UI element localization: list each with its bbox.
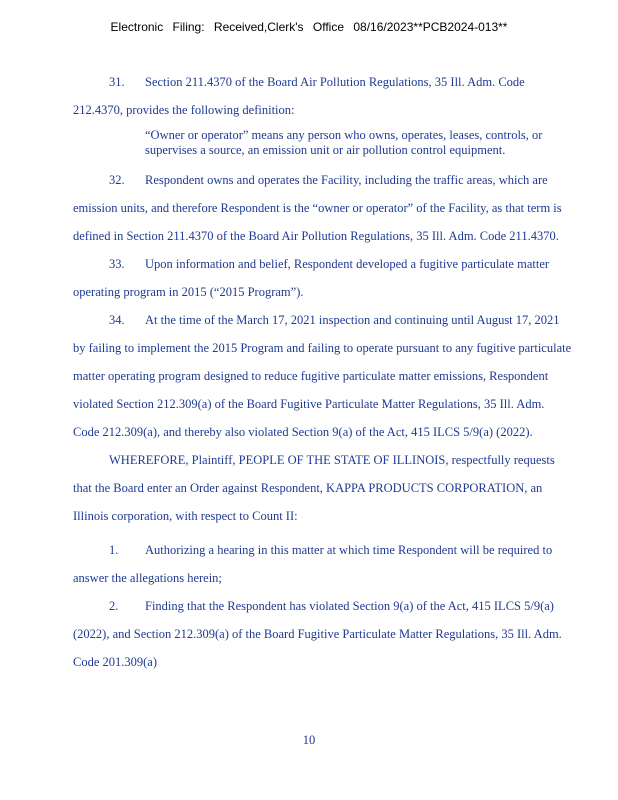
item-text: answer the allegations herein; bbox=[73, 571, 222, 585]
paragraph-text: operating program in 2015 (“2015 Program”). bbox=[73, 285, 304, 299]
paragraph-text: 212.4370, provides the following definition: bbox=[73, 103, 295, 117]
paragraph-text: matter operating program designed to reduce fugitive particulate matter emissions, Respondent bbox=[73, 369, 549, 383]
item-text: Code 201.309(a) bbox=[73, 655, 158, 669]
paragraph-32 bbox=[73, 166, 591, 194]
page-number: 10 bbox=[302, 733, 316, 747]
paragraph-text: by failing to implement the 2015 Program and failing to operate pursuant to any fugitive particulate bbox=[73, 341, 572, 355]
item-number: 2. bbox=[109, 599, 119, 613]
paragraph-number: 33. bbox=[109, 257, 125, 271]
paragraph-number: 31. bbox=[109, 75, 125, 89]
paragraph-text: defined in Section 211.4370 of the Board Air Pollution Regulations, 35 Ill. Adm. Code 211.4370. bbox=[73, 229, 559, 243]
paragraph-text: Respondent owns and operates the Facility, including the traffic areas, which are bbox=[145, 173, 548, 187]
paragraph-text: emission units, and therefore Respondent is the “owner or operator” of the Facility, as that term is bbox=[73, 201, 562, 215]
filing-header: Electronic Filing: Received,Clerk's Office 08/16/2023**PCB2024-013** bbox=[110, 20, 508, 34]
paragraph-text: Upon information and belief, Respondent developed a fugitive particulate matter bbox=[145, 257, 550, 271]
item-number: 1. bbox=[109, 543, 119, 557]
paragraph-text: Illinois corporation, with respect to Count II: bbox=[73, 509, 298, 523]
paragraph-text: At the time of the March 17, 2021 inspection and continuing until August 17, 2021 bbox=[145, 313, 560, 327]
paragraph-number: 32. bbox=[109, 173, 125, 187]
paragraph-34 bbox=[73, 306, 591, 334]
relief-item-2 bbox=[73, 592, 591, 620]
relief-item-1 bbox=[73, 536, 591, 564]
item-text: Finding that the Respondent has violated Section 9(a) of the Act, 415 ILCS 5/9(a) bbox=[145, 599, 554, 613]
paragraph-text: Section 211.4370 of the Board Air Pollution Regulations, 35 Ill. Adm. Code bbox=[145, 75, 525, 89]
document-body bbox=[73, 68, 591, 676]
paragraph-text: Code 212.309(a), and thereby also violated Section 9(a) of the Act, 415 ILCS 5/9(a) (2022). bbox=[73, 425, 533, 439]
paragraph-33 bbox=[73, 250, 591, 278]
paragraph-31 bbox=[73, 68, 591, 96]
paragraph-text: that the Board enter an Order against Respondent, KAPPA PRODUCTS CORPORATION, an bbox=[73, 481, 543, 495]
paragraph-text: violated Section 212.309(a) of the Board Fugitive Particulate Matter Regulations, 35 Ill. Adm. bbox=[73, 397, 545, 411]
paragraph-number: 34. bbox=[109, 313, 125, 327]
definition-quote: “Owner or operator” means any person who owns, operates, leases, controls, or supervises a source, an emission unit or air pollution control equipment. bbox=[145, 128, 543, 157]
wherefore-clause: WHEREFORE, Plaintiff, PEOPLE OF THE STATE OF ILLINOIS, respectfully requests bbox=[109, 453, 555, 467]
item-text: Authorizing a hearing in this matter at which time Respondent will be required to bbox=[145, 543, 553, 557]
item-text: (2022), and Section 212.309(a) of the Board Fugitive Particulate Matter Regulations, 35 Ill. Adm. bbox=[73, 627, 562, 641]
